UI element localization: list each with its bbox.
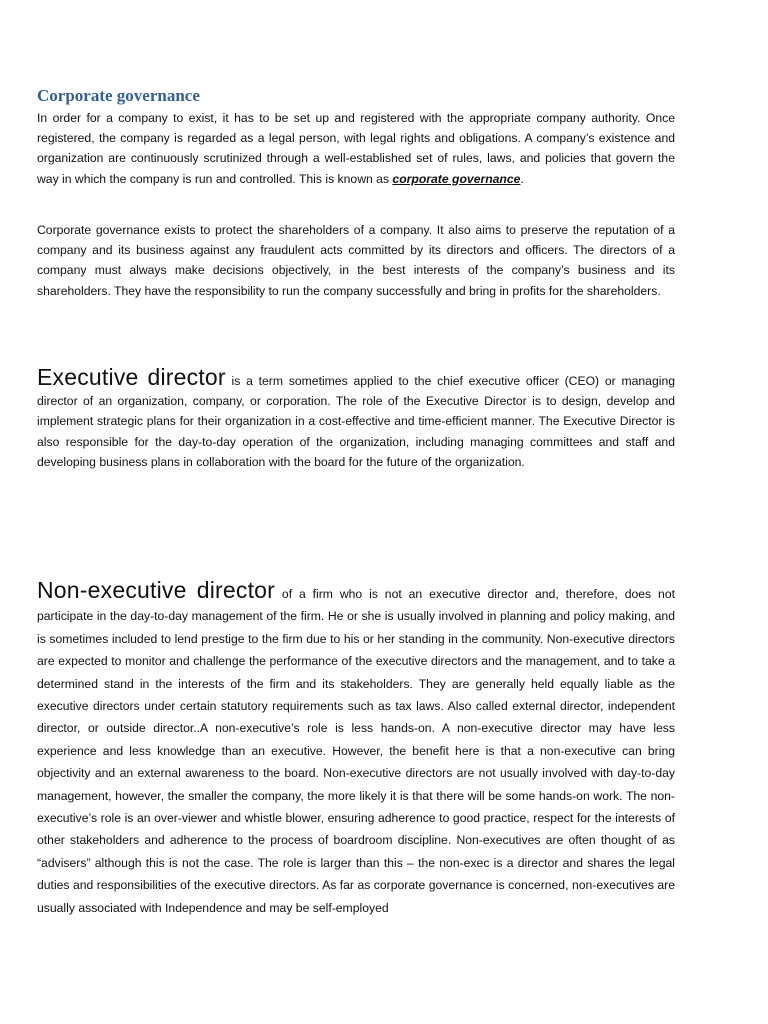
paragraph-text: of a firm who is not an executive director and, therefore, does not participate in the day-to-day management of the firm. He or she is usually involved in planning and policy making, and is sometimes included to lend prestige to the firm due to his or her standing in the community. Non-executive directors are expected to monitor and challenge the performance of the executive directors and the management, and to take a determined stand in the interests of the firm and its stakeholders. They are generally held equally liable as the executive directors under certain statutory requirements such as tax laws. Also called external director, independent director, or outside director..A non-executive’s role is less hands-on. A non-executive director may have less experience and less knowledge than an executive. However, the benefit here is that a non-executive can bring objectivity and an external awareness to the board. Non-executive directors are not usually involved with day-to-day management, however, the smaller the company, the more likely it is that there will be some hands-on work. The non-executive’s role is an over-viewer and whistle blower, ensuring adherence to good practice, respect for the interests of other stakeholders and adherence to the process of boardroom discipline. Non-executives are often thought of as “advisers” although this is not the case. The role is larger than this – the non-exec is a director and shares the legal duties and responsibilities of the executive directors. As far as corporate governance is concerned, non-executives are usually associated with Independence and may be self-employed — [37, 587, 675, 915]
paragraph-corporate-governance-intro — [37, 108, 675, 189]
lead-term-non-executive-director: Non-executive director — [37, 577, 276, 603]
section-heading-corporate-governance: Corporate governance — [37, 86, 200, 105]
paragraph-non-executive-director — [37, 579, 675, 919]
lead-term-executive-director: Executive director — [37, 364, 226, 390]
paragraph-executive-director — [37, 366, 675, 472]
paragraph-text: is a term sometimes applied to the chief executive officer (CEO) or managing director of an organization, company, or corporation. The role of the Executive Director is to design, develop and implement strategic plans for their organization in a cost-effective and time-efficient manner. The Executive Director is also responsible for the day-to-day operation of the organization, including managing committees and staff and developing business plans in collaboration with the board for the future of the organization. — [37, 374, 675, 469]
paragraph-text: In order for a company to exist, it has to be set up and registered with the appropriate company authority. Once registered, the company is regarded as a legal person, with legal rights and obligations. A company’s existence and organization are continuously scrutinized through a well-established set of rules, laws, and policies that govern the way in which the company is run and controlled. This is known as — [37, 111, 675, 186]
defined-term-corporate-governance: corporate governance — [392, 171, 521, 186]
paragraph-end: . — [520, 171, 524, 186]
paragraph-corporate-governance-purpose: Corporate governance exists to protect the shareholders of a company. It also aims to preserve the reputation of a company and its business against any fraudulent acts committed by its directors and officers. The directors of a company must always make decisions objectively, in the best interests of the company’s business and its shareholders. They have the responsibility to run the company successfully and bring in profits for the shareholders. — [37, 223, 675, 298]
